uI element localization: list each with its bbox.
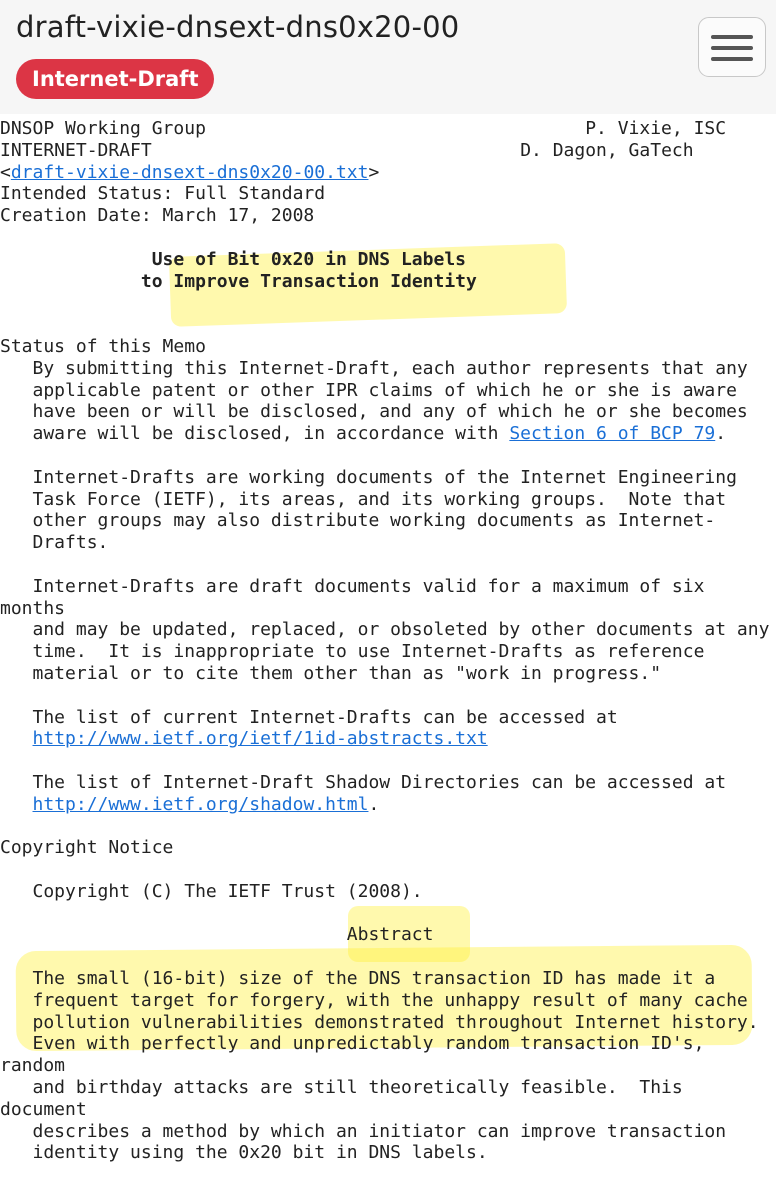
menu-button[interactable] [698, 17, 766, 77]
author-2: D. Dagon, GaTech [520, 139, 694, 161]
copyright-heading: Copyright Notice [0, 837, 174, 859]
abstract-line: and birthday attacks are still theoretically feasible. This [0, 1077, 683, 1099]
abstract-line: The small (16-bit) size of the DNS transaction ID has made it a [0, 968, 716, 990]
title-line-2: to Improve Transaction Identity [140, 270, 477, 292]
memo-p3-line: Internet-Drafts are draft documents valid for a maximum of six [0, 575, 705, 597]
memo-p3-line: months [0, 597, 66, 619]
memo-p3-line: time. It is inappropriate to use Internet-Drafts as reference [0, 641, 705, 663]
draft-file-link[interactable]: draft-vixie-dnsext-dns0x20-00.txt [10, 161, 369, 183]
abstract-heading: Abstract [346, 924, 434, 946]
abstract-line: pollution vulnerabilities demonstrated throughout Internet history. [0, 1011, 759, 1033]
abstract-line: frequent target for forgery, with the unhappy result of many cache [0, 989, 748, 1011]
memo-p1-line: By submitting this Internet-Draft, each author represents that any [0, 357, 748, 379]
page-header [0, 0, 776, 114]
abstract-line: identity using the 0x20 bit in DNS labels. [0, 1142, 488, 1164]
memo-p2-line: Internet-Drafts are working documents of the Internet Engineering [0, 466, 737, 488]
memo-p3-line: material or to cite them other than as "work in progress." [0, 662, 662, 684]
document-title: draft-vixie-dnsext-dns0x20-00 [16, 10, 460, 44]
memo-p3-line: and may be updated, replaced, or obsoleted by other documents at any [0, 619, 770, 641]
memo-p1-line: have been or will be disclosed, and any of which he or she becomes [0, 401, 748, 423]
abstract-line: random [0, 1055, 66, 1077]
memo-heading: Status of this Memo [0, 335, 206, 357]
bcp79-link[interactable]: Section 6 of BCP 79 [509, 423, 716, 445]
memo-p2-line: Drafts. [0, 532, 109, 554]
abstract-line: Even with perfectly and unpredictably random transaction ID's, [0, 1033, 705, 1055]
memo-p2-line: other groups may also distribute working documents as Internet- [0, 510, 716, 532]
memo-p1-line: aware will be disclosed, in accordance with [0, 423, 510, 445]
status-badge: Internet-Draft [16, 59, 214, 99]
abstract-line: document [0, 1098, 87, 1120]
author-1: P. Vixie, ISC [585, 118, 727, 139]
abstract-line: describes a method by which an initiator can improve transaction [0, 1120, 727, 1142]
memo-p5-line: The list of Internet-Draft Shadow Directories can be accessed at [0, 771, 727, 793]
memo-p1-line: applicable patent or other IPR claims of which he or she is aware [0, 379, 737, 401]
working-group: DNSOP Working Group [0, 118, 206, 139]
memo-p4-line: The list of current Internet-Drafts can be accessed at [0, 706, 618, 728]
id-abstracts-link[interactable]: http://www.ietf.org/ietf/1id-abstracts.txt [32, 728, 488, 750]
doc-type: INTERNET-DRAFT [0, 139, 152, 161]
memo-p2-line: Task Force (IETF), its areas, and its working groups. Note that [0, 488, 727, 510]
intended-status: Intended Status: Full Standard [0, 183, 326, 205]
shadow-dirs-link[interactable]: http://www.ietf.org/shadow.html [32, 793, 369, 815]
memo-p1-end: . [715, 423, 727, 445]
document-body: DNSOP Working Group P. Vixie, ISC INTERNET-DRAFT D. Dagon, GaTech <draft-vixie-dnsext-dns0x20-00.txt> Intended Status: Full Standard Creation Date: March 17, 2008 Use of Bit 0x20 in DNS Labels to Improve Transaction Identity Status of this Memo By submitting this Internet-Draft, each author represents that any applicable patent or other IPR claims of which he or she is aware have been or will be disclosed, and any of which he or she becomes aware will be disclosed, in accordance with Section 6 of BCP 79. Internet-Drafts are working documents of the Internet Engineering Task Force (IETF), its areas, and its working groups. Note that other groups may also distribute working documents as Internet- Drafts. Internet-Drafts are draft documents valid for a maximum of six months and may be updated, replaced, or obsoleted by other documents at any time. It is inappropriate to use Internet-Drafts as reference material or to cite them other than as "work in progress." The list of current Internet-Drafts can be accessed at http://www.ietf.org/ietf/1id-abstracts.txt The list of Internet-Draft Shadow Directories can be accessed at http://www.ietf.org/shadow.html. Copyright Notice Copyright (C) The IETF Trust (2008). Abstract The small (16-bit) size of the DNS transaction ID has made it a frequent target for forgery, with the unhappy result of many cache pollution vulnerabilities demonstrated throughout Internet history. Even with perfectly and unpredictably random transaction ID's, random and birthday attacks are still theoretically feasible. This document describes a method by which an initiator can improve transaction identity using the 0x20 bit in DNS labels. [0, 118, 770, 1164]
copyright-text: Copyright (C) The IETF Trust (2008). [0, 880, 423, 902]
creation-date: Creation Date: March 17, 2008 [0, 205, 315, 227]
memo-p5-end: . [368, 793, 380, 815]
title-line-1: Use of Bit 0x20 in DNS Labels [151, 248, 466, 270]
